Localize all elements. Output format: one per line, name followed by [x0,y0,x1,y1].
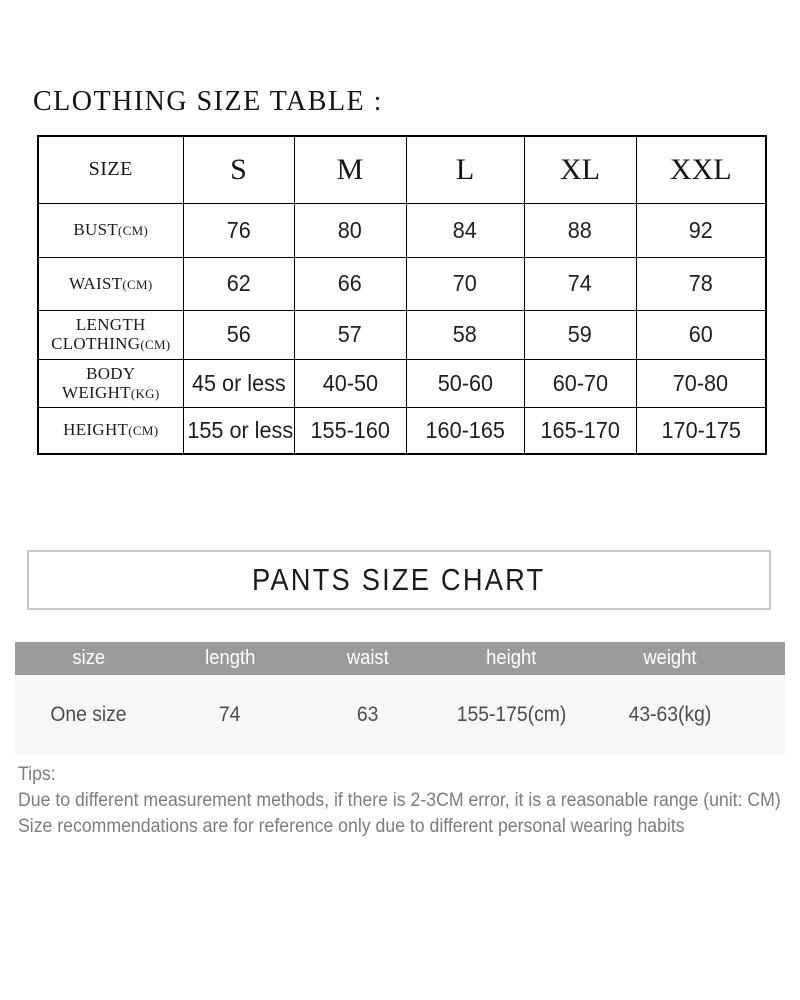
cell-waist-s: 62 [183,257,294,310]
cell-weight-s: 45 or less [183,359,294,407]
clothing-col-header-s: S [183,136,294,203]
pants-size-chart-title-box [27,550,771,610]
row-label-height [38,407,183,454]
cell-height-m: 155-160 [294,407,406,454]
row-label-text: HEIGHT [63,420,129,440]
clothing-col-header-xl: XL [524,136,636,203]
row-label-text: LENGTH [75,315,146,334]
clothing-row-height [38,407,766,454]
cell-length-xxl: 60 [636,310,766,359]
pants-cell-length: 74 [219,703,241,726]
pants-cell-waist: 63 [356,703,379,726]
clothing-size-table [37,135,767,455]
pants-header-row [15,642,785,675]
row-label-text: BUST [73,220,119,239]
clothing-col-header-xxl: XXL [636,136,766,203]
cell-bust-s: 76 [183,203,294,257]
cell-waist-xl: 74 [524,257,636,310]
row-label-unit: (CM) [128,423,159,439]
cell-height-l: 160-165 [406,407,524,454]
row-label-text: BODY [86,363,136,383]
row-label-text2: CLOTHING [51,334,141,353]
pants-cell-size: One size [50,703,127,726]
clothing-col-header-l: L [406,136,524,203]
tips-title: Tips: [18,764,56,785]
cell-waist-xxl: 78 [636,257,766,310]
cell-bust-l: 84 [406,203,524,257]
cell-bust-xl: 88 [524,203,636,257]
clothing-row-length [38,310,766,359]
cell-bust-m: 80 [294,203,406,257]
clothing-col-header-size: SIZE [38,136,183,203]
tips-line-1: Due to different measurement methods, if there is 2-3CM error, it is a reasonable range (unit: CM) [18,790,781,811]
cell-waist-m: 66 [294,257,406,310]
tips-block [18,762,800,840]
clothing-header-row [38,136,766,203]
cell-waist-l: 70 [406,257,524,310]
cell-length-l: 58 [406,310,524,359]
cell-height-s: 155 or less [183,407,294,454]
pants-size-chart-title: PANTS SIZE CHART [252,562,546,597]
clothing-row-weight [38,359,766,407]
clothing-col-header-m: M [294,136,406,203]
pants-col-header-length: length [204,647,255,669]
pants-size-table [15,642,785,755]
pants-col-header-size: size [72,647,105,669]
row-label-length-clothing [38,310,183,359]
cell-bust-xxl: 92 [636,203,766,257]
row-label-text2: WEIGHT [62,382,131,402]
tips-line-2: Size recommendations are for reference only due to different personal wearing habits [18,816,685,837]
clothing-row-waist [38,257,766,310]
cell-weight-xxl: 70-80 [636,359,766,407]
cell-length-m: 57 [294,310,406,359]
row-label-unit: (CM) [122,276,153,292]
cell-length-xl: 59 [524,310,636,359]
clothing-size-table-title: CLOTHING SIZE TABLE : [33,86,383,117]
pants-cell-weight: 43-63(kg) [628,703,712,726]
cell-weight-m: 40-50 [294,359,406,407]
cell-weight-xl: 60-70 [524,359,636,407]
cell-height-xxl: 170-175 [636,407,766,454]
row-label-waist [38,257,183,310]
row-label-unit: (CM) [140,337,171,352]
pants-data-row [15,675,785,755]
row-label-unit: (CM) [118,223,149,238]
pants-col-header-height: height [486,647,537,669]
cell-height-xl: 165-170 [524,407,636,454]
pants-cell-height: 155-175(cm) [456,703,567,726]
clothing-row-bust [38,203,766,257]
row-label-body-weight [38,359,183,407]
pants-col-header-waist: waist [346,647,389,669]
pants-col-header-weight: weight [643,647,697,669]
row-label-text: WAIST [68,273,123,293]
cell-weight-l: 50-60 [406,359,524,407]
cell-length-s: 56 [183,310,294,359]
row-label-bust [38,203,183,257]
row-label-unit: (KG) [130,385,160,401]
